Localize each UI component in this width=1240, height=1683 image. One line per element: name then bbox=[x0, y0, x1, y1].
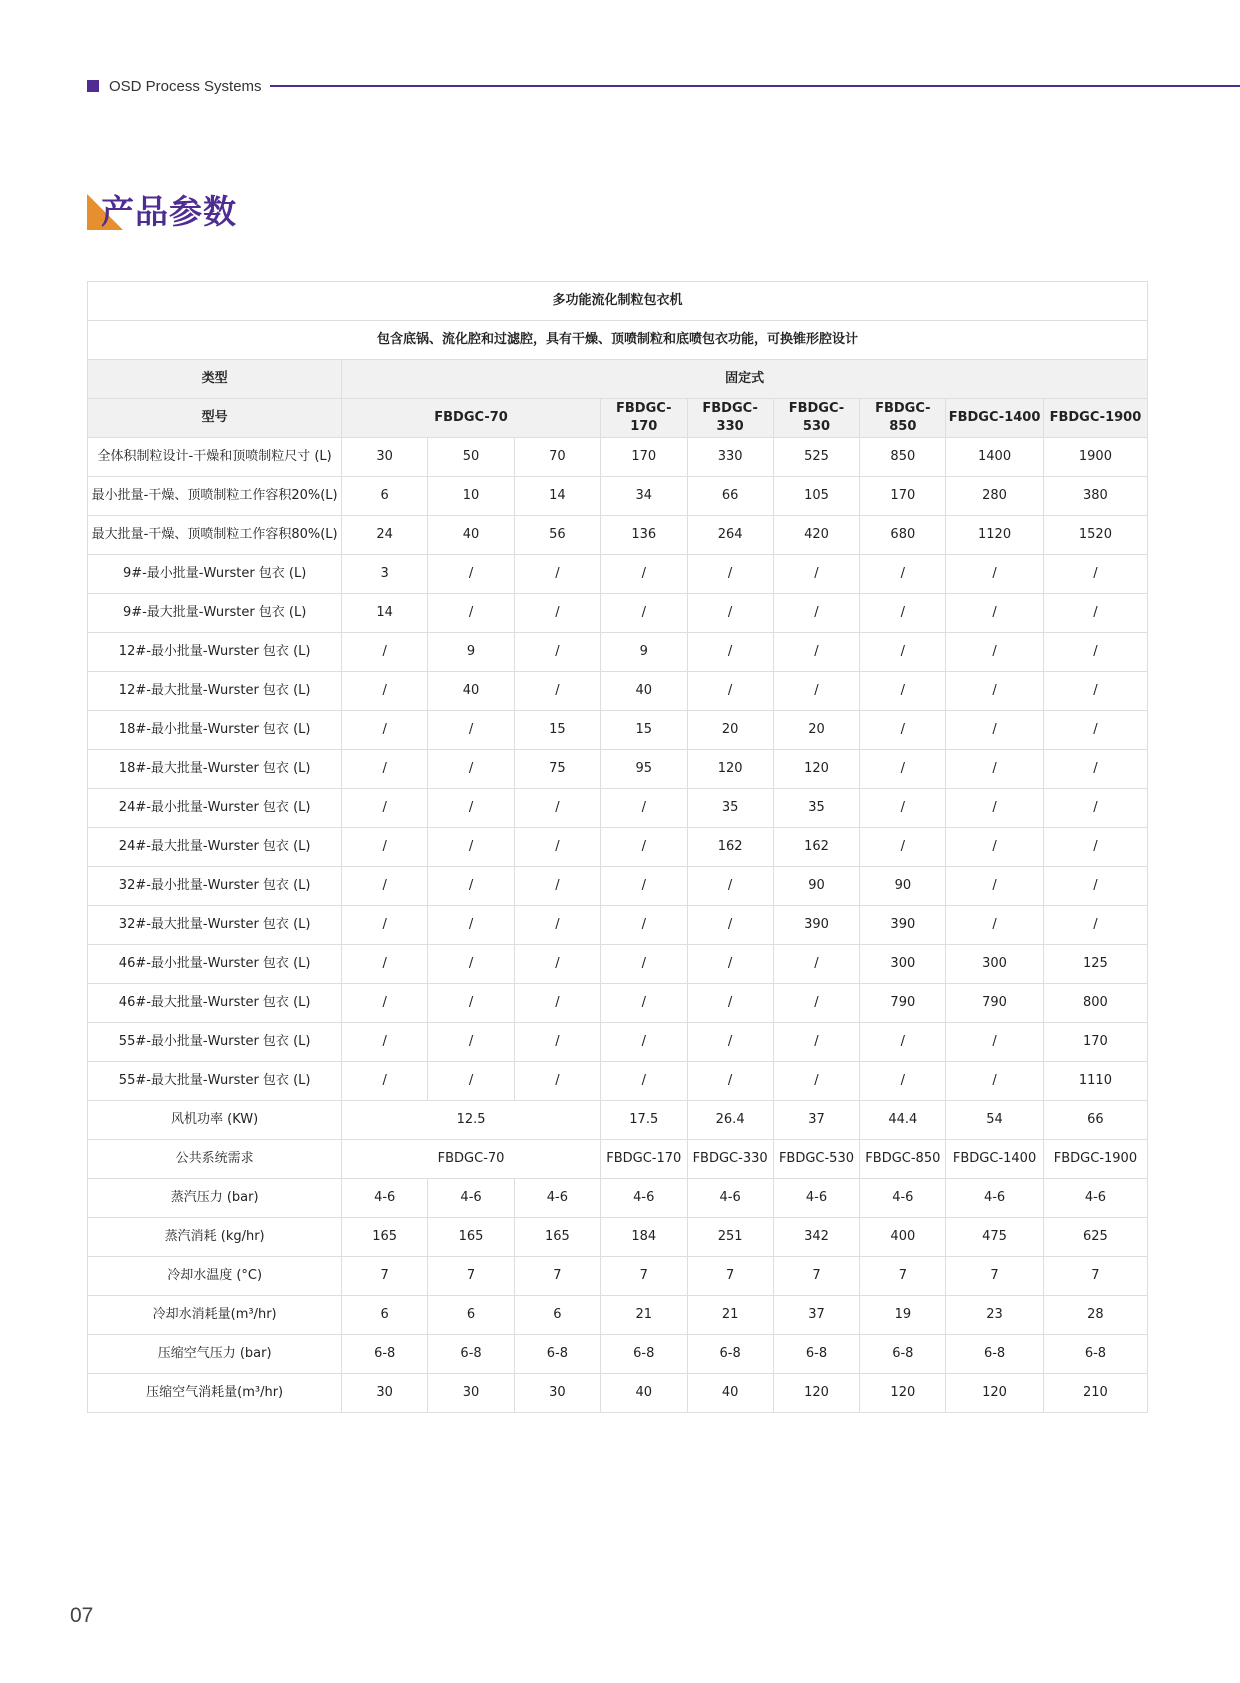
table-cell: / bbox=[773, 594, 860, 633]
utility-cell: 625 bbox=[1043, 1218, 1147, 1257]
table-cell: 9 bbox=[428, 633, 515, 672]
table-cell: / bbox=[514, 633, 600, 672]
utility-cell: 7 bbox=[342, 1257, 428, 1296]
table-cell: / bbox=[342, 633, 428, 672]
table-cell: / bbox=[342, 906, 428, 945]
table-cell: / bbox=[687, 867, 773, 906]
utility-cell: 4-6 bbox=[860, 1179, 946, 1218]
table-cell: / bbox=[428, 555, 515, 594]
utility-cell: 6 bbox=[514, 1296, 600, 1335]
table-cell: 15 bbox=[514, 711, 600, 750]
utility-model-cell: FBDGC-170 bbox=[600, 1140, 687, 1179]
utility-cell: 165 bbox=[342, 1218, 428, 1257]
table-cell: / bbox=[600, 867, 687, 906]
row-label: 32#-最大批量-Wurster 包衣 (L) bbox=[88, 906, 342, 945]
table-cell: 170 bbox=[1043, 1023, 1147, 1062]
table-cell: / bbox=[428, 867, 515, 906]
utility-cell: 6-8 bbox=[1043, 1335, 1147, 1374]
table-row bbox=[88, 945, 1148, 984]
table-cell: / bbox=[687, 672, 773, 711]
utility-cell: 4-6 bbox=[687, 1179, 773, 1218]
fan-power-cell: 26.4 bbox=[687, 1101, 773, 1140]
table-row bbox=[88, 867, 1148, 906]
table-cell: 9 bbox=[600, 633, 687, 672]
row-label: 最小批量-干燥、顶喷制粒工作容积20%(L) bbox=[88, 477, 342, 516]
table-cell: 170 bbox=[600, 438, 687, 477]
brand-name: OSD Process Systems bbox=[109, 77, 262, 95]
fan-power-cell: 17.5 bbox=[600, 1101, 687, 1140]
table-cell: 790 bbox=[946, 984, 1044, 1023]
utility-model-cell: FBDGC-1400 bbox=[946, 1140, 1044, 1179]
utility-model-cell: FBDGC-850 bbox=[860, 1140, 946, 1179]
table-cell: / bbox=[1043, 906, 1147, 945]
utility-cell: 6-8 bbox=[342, 1335, 428, 1374]
row-label: 24#-最小批量-Wurster 包衣 (L) bbox=[88, 789, 342, 828]
table-cell: 300 bbox=[860, 945, 946, 984]
utility-cell: 120 bbox=[773, 1374, 860, 1413]
table-row bbox=[88, 828, 1148, 867]
utility-cell: 21 bbox=[600, 1296, 687, 1335]
utility-cell: 6 bbox=[342, 1296, 428, 1335]
table-cell: / bbox=[342, 672, 428, 711]
utility-cell: 6-8 bbox=[860, 1335, 946, 1374]
table-cell: / bbox=[860, 1023, 946, 1062]
section-heading bbox=[87, 186, 387, 232]
table-cell: / bbox=[773, 555, 860, 594]
table-cell: / bbox=[1043, 867, 1147, 906]
table-row bbox=[88, 1179, 1148, 1218]
utility-cell: 165 bbox=[514, 1218, 600, 1257]
utility-model-cell: FBDGC-1900 bbox=[1043, 1140, 1147, 1179]
row-label: 全体积制粒设计-干燥和顶喷制粒尺寸 (L) bbox=[88, 438, 342, 477]
utility-cell: 4-6 bbox=[342, 1179, 428, 1218]
table-cell: / bbox=[1043, 750, 1147, 789]
table-cell: / bbox=[514, 828, 600, 867]
utility-cell: 6-8 bbox=[946, 1335, 1044, 1374]
utility-cell: 7 bbox=[1043, 1257, 1147, 1296]
row-label: 55#-最大批量-Wurster 包衣 (L) bbox=[88, 1062, 342, 1101]
table-cell: 850 bbox=[860, 438, 946, 477]
utility-cell: 6-8 bbox=[687, 1335, 773, 1374]
table-cell: / bbox=[342, 750, 428, 789]
table-cell: 20 bbox=[687, 711, 773, 750]
table-cell: / bbox=[514, 672, 600, 711]
table-cell: / bbox=[514, 1062, 600, 1101]
table-row bbox=[88, 1101, 1148, 1140]
table-cell: 790 bbox=[860, 984, 946, 1023]
fan-power-cell: 54 bbox=[946, 1101, 1044, 1140]
table-cell: / bbox=[600, 594, 687, 633]
table-cell: 420 bbox=[773, 516, 860, 555]
table-cell: / bbox=[946, 1062, 1044, 1101]
header-divider bbox=[270, 85, 1240, 87]
row-label: 46#-最大批量-Wurster 包衣 (L) bbox=[88, 984, 342, 1023]
utility-cell: 4-6 bbox=[1043, 1179, 1147, 1218]
table-cell: 105 bbox=[773, 477, 860, 516]
table-cell: / bbox=[600, 906, 687, 945]
table-cell: / bbox=[428, 594, 515, 633]
table-cell: / bbox=[342, 828, 428, 867]
utility-cell: 6-8 bbox=[514, 1335, 600, 1374]
table-title: 多功能流化制粒包衣机 bbox=[88, 282, 1148, 321]
model-header: FBDGC-330 bbox=[687, 399, 773, 438]
utility-cell: 210 bbox=[1043, 1374, 1147, 1413]
utility-cell: 4-6 bbox=[600, 1179, 687, 1218]
table-cell: / bbox=[342, 789, 428, 828]
table-cell: / bbox=[687, 555, 773, 594]
row-label: 压缩空气压力 (bar) bbox=[88, 1335, 342, 1374]
utility-cell: 7 bbox=[514, 1257, 600, 1296]
table-cell: 70 bbox=[514, 438, 600, 477]
table-cell: 35 bbox=[687, 789, 773, 828]
table-cell: / bbox=[600, 1062, 687, 1101]
row-label: 12#-最小批量-Wurster 包衣 (L) bbox=[88, 633, 342, 672]
section-title: 产品参数 bbox=[101, 192, 237, 231]
table-cell: / bbox=[773, 945, 860, 984]
table-cell: / bbox=[687, 945, 773, 984]
table-cell: / bbox=[600, 828, 687, 867]
table-cell: 280 bbox=[946, 477, 1044, 516]
table-row bbox=[88, 555, 1148, 594]
utility-cell: 6-8 bbox=[773, 1335, 860, 1374]
table-cell: 1520 bbox=[1043, 516, 1147, 555]
row-label: 风机功率 (KW) bbox=[88, 1101, 342, 1140]
table-cell: 95 bbox=[600, 750, 687, 789]
table-row bbox=[88, 1023, 1148, 1062]
fan-power-cell: 37 bbox=[773, 1101, 860, 1140]
row-label: 12#-最大批量-Wurster 包衣 (L) bbox=[88, 672, 342, 711]
table-cell: / bbox=[428, 789, 515, 828]
table-cell: / bbox=[1043, 594, 1147, 633]
table-cell: 34 bbox=[600, 477, 687, 516]
table-row bbox=[88, 1374, 1148, 1413]
page-number: 07 bbox=[70, 1604, 94, 1627]
table-cell: / bbox=[428, 945, 515, 984]
table-cell: / bbox=[1043, 711, 1147, 750]
row-label: 冷却水温度 (°C) bbox=[88, 1257, 342, 1296]
table-row bbox=[88, 477, 1148, 516]
table-cell: / bbox=[342, 867, 428, 906]
row-label: 蒸汽压力 (bar) bbox=[88, 1179, 342, 1218]
table-cell: 525 bbox=[773, 438, 860, 477]
table-cell: 14 bbox=[342, 594, 428, 633]
utility-cell: 4-6 bbox=[773, 1179, 860, 1218]
table-cell: 90 bbox=[860, 867, 946, 906]
table-cell: 120 bbox=[687, 750, 773, 789]
row-label: 46#-最小批量-Wurster 包衣 (L) bbox=[88, 945, 342, 984]
model-header: FBDGC-1400 bbox=[946, 399, 1044, 438]
utility-cell: 400 bbox=[860, 1218, 946, 1257]
table-cell: 15 bbox=[600, 711, 687, 750]
table-cell: 800 bbox=[1043, 984, 1147, 1023]
page-header bbox=[87, 76, 1240, 96]
table-cell: / bbox=[514, 555, 600, 594]
table-cell: / bbox=[773, 1062, 860, 1101]
row-label: 公共系统需求 bbox=[88, 1140, 342, 1179]
table-cell: 40 bbox=[600, 672, 687, 711]
table-cell: / bbox=[946, 633, 1044, 672]
utility-cell: 40 bbox=[600, 1374, 687, 1413]
table-cell: / bbox=[1043, 633, 1147, 672]
table-cell: 6 bbox=[342, 477, 428, 516]
row-label: 24#-最大批量-Wurster 包衣 (L) bbox=[88, 828, 342, 867]
row-label: 9#-最小批量-Wurster 包衣 (L) bbox=[88, 555, 342, 594]
table-cell: / bbox=[946, 1023, 1044, 1062]
table-cell: / bbox=[860, 633, 946, 672]
table-cell: / bbox=[946, 828, 1044, 867]
model-header: FBDGC-170 bbox=[600, 399, 687, 438]
table-cell: / bbox=[514, 789, 600, 828]
table-cell: 120 bbox=[773, 750, 860, 789]
utility-cell: 120 bbox=[946, 1374, 1044, 1413]
utility-cell: 4-6 bbox=[946, 1179, 1044, 1218]
fan-power-cell: 66 bbox=[1043, 1101, 1147, 1140]
table-cell: / bbox=[514, 945, 600, 984]
table-cell: / bbox=[428, 906, 515, 945]
table-cell: 56 bbox=[514, 516, 600, 555]
table-cell: 390 bbox=[860, 906, 946, 945]
table-cell: / bbox=[342, 1023, 428, 1062]
table-cell: / bbox=[428, 1023, 515, 1062]
table-row bbox=[88, 984, 1148, 1023]
table-cell: / bbox=[687, 1062, 773, 1101]
utility-cell: 342 bbox=[773, 1218, 860, 1257]
utility-cell: 184 bbox=[600, 1218, 687, 1257]
utility-cell: 7 bbox=[687, 1257, 773, 1296]
table-cell: / bbox=[860, 789, 946, 828]
utility-cell: 19 bbox=[860, 1296, 946, 1335]
table-cell: 1120 bbox=[946, 516, 1044, 555]
table-cell: / bbox=[687, 1023, 773, 1062]
utility-cell: 30 bbox=[428, 1374, 515, 1413]
table-cell: / bbox=[342, 711, 428, 750]
model-label: 型号 bbox=[88, 399, 342, 438]
row-label: 55#-最小批量-Wurster 包衣 (L) bbox=[88, 1023, 342, 1062]
table-cell: / bbox=[514, 906, 600, 945]
table-cell: / bbox=[860, 828, 946, 867]
model-header: FBDGC-850 bbox=[860, 399, 946, 438]
spec-table bbox=[87, 281, 1148, 1413]
brand-square-icon bbox=[87, 80, 99, 92]
utility-cell: 21 bbox=[687, 1296, 773, 1335]
row-label: 蒸汽消耗 (kg/hr) bbox=[88, 1218, 342, 1257]
table-cell: 162 bbox=[773, 828, 860, 867]
table-cell: / bbox=[1043, 789, 1147, 828]
table-cell: / bbox=[946, 711, 1044, 750]
table-cell: / bbox=[1043, 828, 1147, 867]
table-row bbox=[88, 633, 1148, 672]
table-cell: 330 bbox=[687, 438, 773, 477]
table-cell: 136 bbox=[600, 516, 687, 555]
table-cell: / bbox=[514, 984, 600, 1023]
table-cell: / bbox=[514, 867, 600, 906]
table-row bbox=[88, 1218, 1148, 1257]
table-cell: / bbox=[687, 906, 773, 945]
table-cell: / bbox=[860, 750, 946, 789]
model-header: FBDGC-530 bbox=[773, 399, 860, 438]
utility-cell: 6-8 bbox=[600, 1335, 687, 1374]
utility-cell: 7 bbox=[773, 1257, 860, 1296]
table-cell: / bbox=[860, 711, 946, 750]
table-cell: 35 bbox=[773, 789, 860, 828]
utility-cell: 37 bbox=[773, 1296, 860, 1335]
table-cell: 680 bbox=[860, 516, 946, 555]
table-row bbox=[88, 1257, 1148, 1296]
utility-cell: 7 bbox=[860, 1257, 946, 1296]
utility-cell: 4-6 bbox=[514, 1179, 600, 1218]
utility-cell: 475 bbox=[946, 1218, 1044, 1257]
table-cell: / bbox=[514, 1023, 600, 1062]
table-cell: 300 bbox=[946, 945, 1044, 984]
table-cell: 1400 bbox=[946, 438, 1044, 477]
table-row bbox=[88, 1140, 1148, 1179]
fan-power-cell: 44.4 bbox=[860, 1101, 946, 1140]
table-cell: 3 bbox=[342, 555, 428, 594]
table-cell: 170 bbox=[860, 477, 946, 516]
model-row bbox=[88, 399, 1148, 438]
table-cell: 390 bbox=[773, 906, 860, 945]
row-label: 最大批量-干燥、顶喷制粒工作容积80%(L) bbox=[88, 516, 342, 555]
table-cell: / bbox=[600, 1023, 687, 1062]
table-row bbox=[88, 906, 1148, 945]
utility-model-cell: FBDGC-330 bbox=[687, 1140, 773, 1179]
utility-cell: 30 bbox=[514, 1374, 600, 1413]
row-label: 压缩空气消耗量(m³/hr) bbox=[88, 1374, 342, 1413]
table-cell: / bbox=[860, 672, 946, 711]
table-cell: / bbox=[342, 984, 428, 1023]
table-cell: / bbox=[773, 633, 860, 672]
table-row bbox=[88, 1062, 1148, 1101]
table-cell: / bbox=[687, 633, 773, 672]
table-subtitle-row bbox=[88, 321, 1148, 360]
table-cell: / bbox=[946, 750, 1044, 789]
table-row bbox=[88, 789, 1148, 828]
table-title-row bbox=[88, 282, 1148, 321]
table-cell: / bbox=[860, 1062, 946, 1101]
table-row bbox=[88, 1296, 1148, 1335]
table-cell: 10 bbox=[428, 477, 515, 516]
table-cell: / bbox=[946, 789, 1044, 828]
table-cell: / bbox=[600, 984, 687, 1023]
table-cell: 90 bbox=[773, 867, 860, 906]
utility-cell: 120 bbox=[860, 1374, 946, 1413]
table-row bbox=[88, 594, 1148, 633]
fan-power-cell: 12.5 bbox=[342, 1101, 601, 1140]
model-header: FBDGC-1900 bbox=[1043, 399, 1147, 438]
table-cell: / bbox=[946, 672, 1044, 711]
table-cell: 75 bbox=[514, 750, 600, 789]
table-cell: 30 bbox=[342, 438, 428, 477]
table-cell: 1900 bbox=[1043, 438, 1147, 477]
utility-cell: 40 bbox=[687, 1374, 773, 1413]
row-label: 冷却水消耗量(m³/hr) bbox=[88, 1296, 342, 1335]
utility-cell: 251 bbox=[687, 1218, 773, 1257]
table-cell: / bbox=[946, 555, 1044, 594]
utility-cell: 23 bbox=[946, 1296, 1044, 1335]
table-cell: 1110 bbox=[1043, 1062, 1147, 1101]
utility-cell: 30 bbox=[342, 1374, 428, 1413]
table-cell: / bbox=[946, 867, 1044, 906]
type-row bbox=[88, 360, 1148, 399]
table-cell: 66 bbox=[687, 477, 773, 516]
utility-cell: 6-8 bbox=[428, 1335, 515, 1374]
table-cell: / bbox=[600, 789, 687, 828]
table-row bbox=[88, 1335, 1148, 1374]
table-cell: / bbox=[514, 594, 600, 633]
table-cell: / bbox=[342, 1062, 428, 1101]
utility-model-cell: FBDGC-530 bbox=[773, 1140, 860, 1179]
table-cell: / bbox=[428, 750, 515, 789]
table-cell: / bbox=[946, 906, 1044, 945]
utility-cell: 6 bbox=[428, 1296, 515, 1335]
table-cell: 264 bbox=[687, 516, 773, 555]
row-label: 18#-最大批量-Wurster 包衣 (L) bbox=[88, 750, 342, 789]
table-cell: / bbox=[687, 984, 773, 1023]
table-cell: 125 bbox=[1043, 945, 1147, 984]
row-label: 9#-最大批量-Wurster 包衣 (L) bbox=[88, 594, 342, 633]
table-row bbox=[88, 672, 1148, 711]
utility-cell: 165 bbox=[428, 1218, 515, 1257]
table-cell: / bbox=[600, 555, 687, 594]
table-cell: / bbox=[860, 555, 946, 594]
table-row bbox=[88, 438, 1148, 477]
table-cell: / bbox=[1043, 555, 1147, 594]
row-label: 18#-最小批量-Wurster 包衣 (L) bbox=[88, 711, 342, 750]
table-row bbox=[88, 750, 1148, 789]
table-cell: 162 bbox=[687, 828, 773, 867]
table-cell: / bbox=[428, 1062, 515, 1101]
utility-cell: 28 bbox=[1043, 1296, 1147, 1335]
table-cell: 14 bbox=[514, 477, 600, 516]
table-cell: / bbox=[860, 594, 946, 633]
table-cell: 40 bbox=[428, 516, 515, 555]
table-cell: 380 bbox=[1043, 477, 1147, 516]
table-cell: / bbox=[428, 828, 515, 867]
table-cell: 20 bbox=[773, 711, 860, 750]
table-cell: / bbox=[773, 984, 860, 1023]
type-label: 类型 bbox=[88, 360, 342, 399]
utility-model-cell: FBDGC-70 bbox=[342, 1140, 601, 1179]
model-header: FBDGC-70 bbox=[342, 399, 601, 438]
table-cell: / bbox=[428, 984, 515, 1023]
utility-cell: 7 bbox=[600, 1257, 687, 1296]
table-cell: 24 bbox=[342, 516, 428, 555]
table-row bbox=[88, 711, 1148, 750]
table-cell: / bbox=[687, 594, 773, 633]
utility-cell: 4-6 bbox=[428, 1179, 515, 1218]
table-cell: / bbox=[342, 945, 428, 984]
table-cell: 40 bbox=[428, 672, 515, 711]
utility-cell: 7 bbox=[428, 1257, 515, 1296]
utility-cell: 7 bbox=[946, 1257, 1044, 1296]
table-cell: / bbox=[773, 672, 860, 711]
table-cell: / bbox=[428, 711, 515, 750]
table-subtitle: 包含底锅、流化腔和过滤腔，具有干燥、顶喷制粒和底喷包衣功能，可换锥形腔设计 bbox=[88, 321, 1148, 360]
table-cell: / bbox=[946, 594, 1044, 633]
row-label: 32#-最小批量-Wurster 包衣 (L) bbox=[88, 867, 342, 906]
type-value: 固定式 bbox=[342, 360, 1148, 399]
table-row bbox=[88, 516, 1148, 555]
table-cell: / bbox=[773, 1023, 860, 1062]
table-cell: 50 bbox=[428, 438, 515, 477]
table-cell: / bbox=[600, 945, 687, 984]
table-cell: / bbox=[1043, 672, 1147, 711]
